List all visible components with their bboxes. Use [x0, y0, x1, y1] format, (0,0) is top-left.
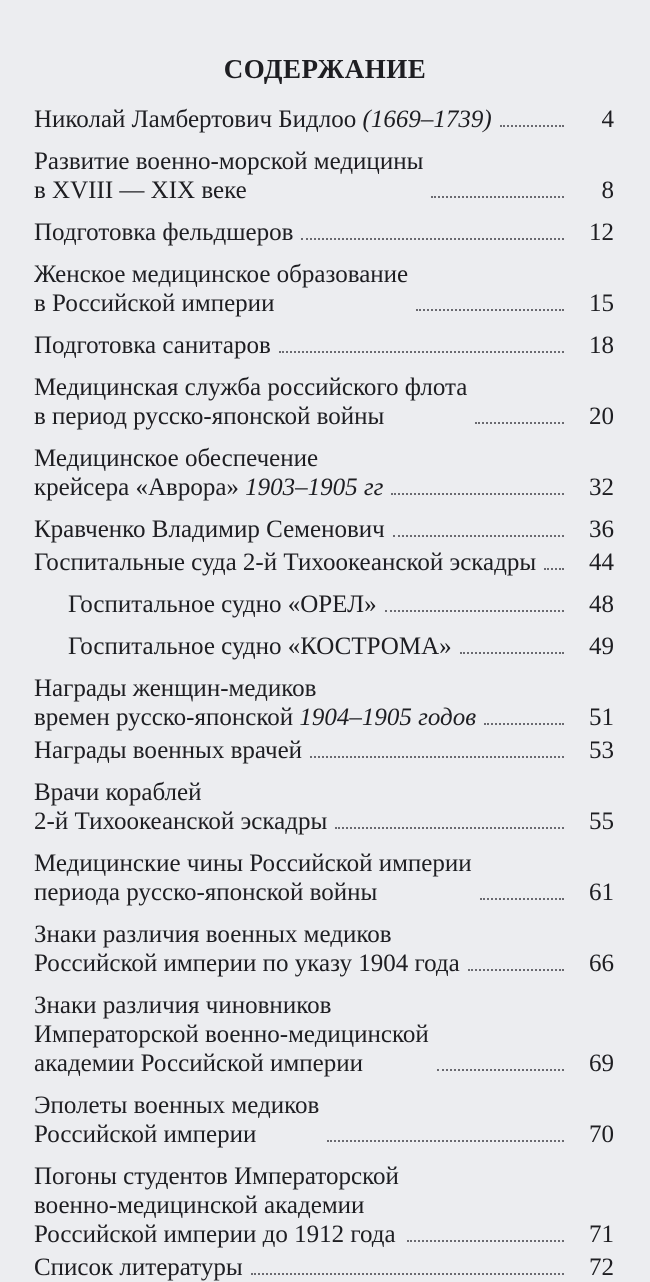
dot-leader — [301, 238, 564, 240]
toc-entry-italic: 1904–1905 годов — [299, 704, 477, 731]
dot-leader — [251, 1273, 564, 1275]
toc-entry-text — [34, 1253, 243, 1282]
dot-leader — [468, 969, 564, 971]
toc-entry-text — [34, 331, 271, 360]
toc-entry-text — [34, 548, 536, 577]
toc-page-number: 61 — [589, 879, 614, 906]
dot-leader — [310, 756, 564, 758]
toc-entry — [34, 778, 614, 836]
toc-entry — [34, 991, 614, 1078]
toc-list — [34, 105, 614, 1282]
toc-entry — [34, 444, 614, 502]
toc-entry — [34, 373, 614, 431]
toc-subentry — [34, 632, 614, 661]
toc-entry — [34, 105, 614, 134]
toc-entry-line: Российской империи до 1912 года — [34, 1221, 396, 1248]
toc-entry — [34, 1253, 614, 1282]
toc-entry — [34, 736, 614, 765]
toc-entry-line: Врачи кораблей — [34, 779, 202, 806]
dot-leader — [407, 1240, 564, 1242]
toc-page-number: 8 — [601, 177, 614, 204]
toc-entry-line: военно-медицинской академии — [34, 1192, 365, 1219]
toc-entry — [34, 548, 614, 577]
toc-entry-line: Николай Ламбертович Бидлоо — [34, 106, 357, 133]
toc-subentry — [34, 590, 614, 619]
toc-entry-line: Медицинская служба российского флота — [34, 374, 468, 401]
toc-entry-italic: 1903–1905 гг — [245, 474, 384, 501]
toc-entry-line: в период русско-японской войны — [34, 403, 385, 430]
toc-page-number: 69 — [589, 1050, 614, 1077]
toc-entry-text — [34, 260, 408, 318]
toc-entry — [34, 1091, 614, 1149]
dot-leader — [475, 422, 564, 424]
toc-entry-text — [34, 736, 302, 765]
toc-entry-text — [34, 920, 460, 978]
toc-entry — [34, 674, 614, 732]
toc-entry-line: Госпитальное судно «КОСТРОМА» — [68, 633, 452, 660]
toc-entry — [34, 218, 614, 247]
toc-entry-line: Императорской военно-медицинской — [34, 1021, 429, 1048]
dot-leader — [431, 196, 564, 198]
toc-entry-line: в Российской империи — [34, 290, 275, 317]
toc-entry-text — [34, 778, 327, 836]
toc-entry-line: Госпитальные суда 2-й Тихоокеанской эскадры — [34, 549, 537, 576]
toc-entry-line: Награды женщин-медиков — [34, 675, 317, 702]
dot-leader — [416, 309, 564, 311]
dot-leader — [385, 610, 564, 612]
dot-leader — [279, 351, 564, 353]
toc-entry-text — [34, 632, 452, 661]
toc-entry-line: Медицинские чины Российской империи — [34, 850, 472, 877]
dot-leader — [500, 125, 564, 127]
dot-leader — [544, 568, 564, 570]
toc-entry-line: Развитие военно-морской медицины — [34, 148, 424, 175]
dot-leader — [393, 535, 564, 537]
toc-entry-line: Кравченко Владимир Семенович — [34, 516, 385, 543]
toc-entry-text — [34, 444, 383, 502]
toc-entry — [34, 260, 614, 318]
toc-entry-text — [34, 849, 472, 907]
toc-entry-line: Женское медицинское образование — [34, 261, 409, 288]
toc-page-number: 20 — [589, 403, 614, 430]
toc-page-number: 36 — [589, 516, 614, 543]
dot-leader — [460, 652, 564, 654]
toc-page-number: 18 — [589, 332, 614, 359]
toc-page-number: 15 — [589, 290, 614, 317]
dot-leader — [480, 898, 564, 900]
toc-entry-line: Российской империи — [34, 1121, 257, 1148]
toc-entry-text — [34, 991, 429, 1078]
toc-entry-line: времен русско-японской — [34, 704, 294, 731]
toc-entry-text — [34, 147, 423, 205]
toc-page-number: 70 — [589, 1121, 614, 1148]
toc-entry-text — [34, 1091, 319, 1149]
toc-page-number: 12 — [589, 219, 614, 246]
toc-entry-line: Подготовка санитаров — [34, 332, 271, 359]
toc-entry-line: Российской империи по указу 1904 года — [34, 950, 460, 977]
toc-entry-line: Погоны студентов Императорской — [34, 1163, 399, 1190]
toc-entry-line: Награды военных врачей — [34, 737, 303, 764]
toc-entry — [34, 920, 614, 978]
page-title: СОДЕРЖАНИЕ — [223, 54, 427, 84]
toc-page-number: 49 — [589, 633, 614, 660]
dot-leader — [484, 723, 564, 725]
dot-leader — [335, 827, 564, 829]
toc-entry-text — [34, 674, 476, 732]
toc-entry-line: Подготовка фельдшеров — [34, 219, 294, 246]
toc-page-number: 44 — [589, 549, 614, 576]
toc-entry — [34, 147, 614, 205]
toc-entry — [34, 515, 614, 544]
toc-page-number: 32 — [589, 474, 614, 501]
toc-page-number: 72 — [589, 1254, 614, 1281]
toc-entry — [34, 849, 614, 907]
dot-leader — [391, 493, 564, 495]
toc-entry-text — [34, 105, 492, 134]
toc-entry-line: 2-й Тихоокеанской эскадры — [34, 808, 328, 835]
dot-leader — [437, 1069, 564, 1071]
toc-entry-text — [34, 1162, 399, 1249]
toc-page-number: 71 — [589, 1221, 614, 1248]
toc-entry-text — [34, 218, 293, 247]
toc-entry-italic: (1669–1739) — [362, 106, 492, 133]
toc-page-number: 48 — [589, 591, 614, 618]
toc-entry-line: в XVIII — XIX веке — [34, 177, 247, 204]
toc-page-number: 51 — [589, 704, 614, 731]
toc-entry — [34, 331, 614, 360]
toc-entry-line: Медицинское обеспечение — [34, 445, 319, 472]
toc-entry-text — [34, 590, 377, 619]
toc-page-number: 53 — [589, 737, 614, 764]
toc-entry-line: академии Российской империи — [34, 1050, 363, 1077]
toc-entry-line: периода русско-японской войны — [34, 879, 378, 906]
toc-entry-line: Список литературы — [34, 1254, 243, 1281]
dot-leader — [327, 1140, 564, 1142]
toc-entry — [34, 1162, 614, 1249]
toc-entry-line: Госпитальное судно «ОРЕЛ» — [68, 591, 377, 618]
toc-entry-line: крейсера «Аврора» — [34, 474, 239, 501]
toc-entry-text — [34, 515, 385, 544]
toc-entry-line: Знаки различия военных медиков — [34, 921, 392, 948]
toc-entry-line: Знаки различия чиновников — [34, 992, 332, 1019]
toc-page-number: 66 — [589, 950, 614, 977]
toc-entry-line: Эполеты военных медиков — [34, 1092, 320, 1119]
toc-page-number: 55 — [589, 808, 614, 835]
toc-page-number: 4 — [601, 106, 614, 133]
toc-entry-text — [34, 373, 467, 431]
